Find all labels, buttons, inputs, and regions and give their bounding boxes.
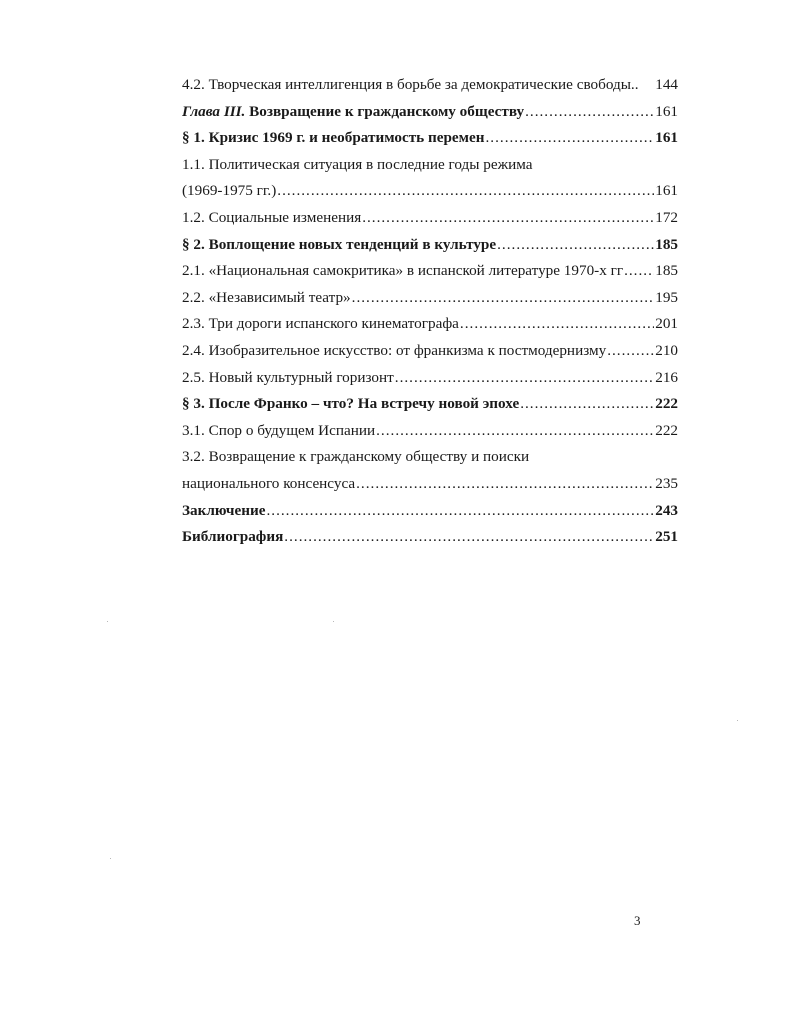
toc-entry (182, 72, 678, 99)
toc-dot-leader (395, 365, 654, 392)
toc-entry-label: Библиография (182, 528, 284, 546)
toc-dot-leader (607, 338, 654, 365)
toc-entry-label: 2.4. Изобразительное искусство: от франкизма к постмодернизму (182, 341, 607, 359)
toc-entry-label: 2.3. Три дороги испанского кинематографа (182, 315, 459, 333)
toc-dot-leader (460, 311, 654, 338)
toc-dot-leader (356, 471, 654, 498)
toc-entry (182, 285, 678, 312)
toc-entry-page-number: 161 (655, 182, 678, 200)
toc-entry (182, 152, 678, 179)
toc-entry-label: 2.1. «Национальная самокритика» в испанской литературе 1970-х гг (182, 262, 624, 280)
toc-dot-leader (376, 418, 654, 445)
toc-entry (182, 311, 678, 338)
toc-entry-page-number: 144 (655, 76, 678, 93)
toc-entry (182, 205, 678, 232)
toc-entry-page-number: 185 (655, 235, 678, 253)
toc-entry-label: 1.1. Политическая ситуация в последние годы режима (182, 155, 533, 173)
toc-entry-label (182, 99, 524, 126)
toc-entry (182, 471, 678, 498)
toc-entry-label: § 2. Воплощение новых тенденций в культуре (182, 235, 497, 253)
toc-entry-page-number: 172 (655, 208, 678, 226)
toc-entry (182, 418, 678, 445)
toc-entry (182, 258, 678, 285)
toc-entry-page-number: 195 (655, 288, 678, 306)
toc-entry-label: 2.2. «Независимый театр» (182, 288, 351, 306)
toc-entry-label: (1969-1975 гг.) (182, 182, 277, 200)
toc-dot-leader (497, 232, 654, 259)
toc-entry-label: 2.5. Новый культурный горизонт (182, 368, 394, 386)
toc-entry (182, 125, 678, 152)
toc-dot-leader (284, 524, 654, 551)
toc-entry-page-number: 210 (655, 341, 678, 359)
toc-entry (182, 391, 678, 418)
scan-speck (110, 858, 111, 859)
toc-entry (182, 178, 678, 205)
toc-entry (182, 232, 678, 259)
toc-entry-page-number: 222 (655, 421, 678, 439)
toc-dot-leader (277, 178, 654, 205)
toc-dot-leader (362, 205, 654, 232)
toc-dot-leader (352, 285, 655, 312)
toc-entry-label: Заключение (182, 501, 266, 519)
toc-entry (182, 524, 678, 551)
scan-speck (333, 621, 334, 622)
toc-entry (182, 498, 678, 525)
scan-speck (107, 621, 108, 622)
toc-entry-label: 3.1. Спор о будущем Испании (182, 421, 376, 439)
toc-entry-page-number: 243 (655, 501, 678, 519)
toc-entry-page-number: 216 (655, 368, 678, 386)
toc-entry (182, 338, 678, 365)
toc-entry-label: 3.2. Возвращение к гражданскому обществу и поиски (182, 448, 530, 466)
toc-entry-title: Возвращение к гражданскому обществу (245, 102, 525, 120)
toc-entry-page-number: 161 (655, 129, 678, 147)
toc-entry-label: § 3. После Франко – что? На встречу новой эпохе (182, 395, 520, 413)
toc-entry (182, 99, 678, 126)
toc-entry-label: § 1. Кризис 1969 г. и необратимость перемен (182, 129, 485, 147)
toc-entry-page-number: 235 (655, 474, 678, 492)
toc-dot-leader (525, 99, 654, 126)
toc-entry-label: 4.2. Творческая интеллигенция в борьбе за демократические свободы.. (182, 76, 639, 93)
table-of-contents (182, 72, 678, 551)
toc-dot-leader (486, 125, 655, 152)
toc-entry-page-number: 161 (655, 102, 678, 120)
toc-entry-page-number: 251 (655, 528, 678, 546)
toc-entry-chapter-marker: Глава III. (182, 102, 246, 120)
toc-dot-leader (266, 498, 654, 525)
toc-entry-page-number: 201 (655, 315, 678, 333)
page-number: 3 (634, 913, 641, 928)
toc-entry-page-number: 222 (655, 395, 678, 413)
scan-speck (737, 720, 738, 721)
toc-dot-leader (520, 391, 654, 418)
toc-dot-leader (624, 258, 654, 285)
toc-entry (182, 365, 678, 392)
toc-entry (182, 444, 678, 471)
toc-entry-page-number: 185 (655, 262, 678, 280)
toc-entry-label: 1.2. Социальные изменения (182, 208, 362, 226)
toc-entry-label: национального консенсуса (182, 474, 356, 492)
